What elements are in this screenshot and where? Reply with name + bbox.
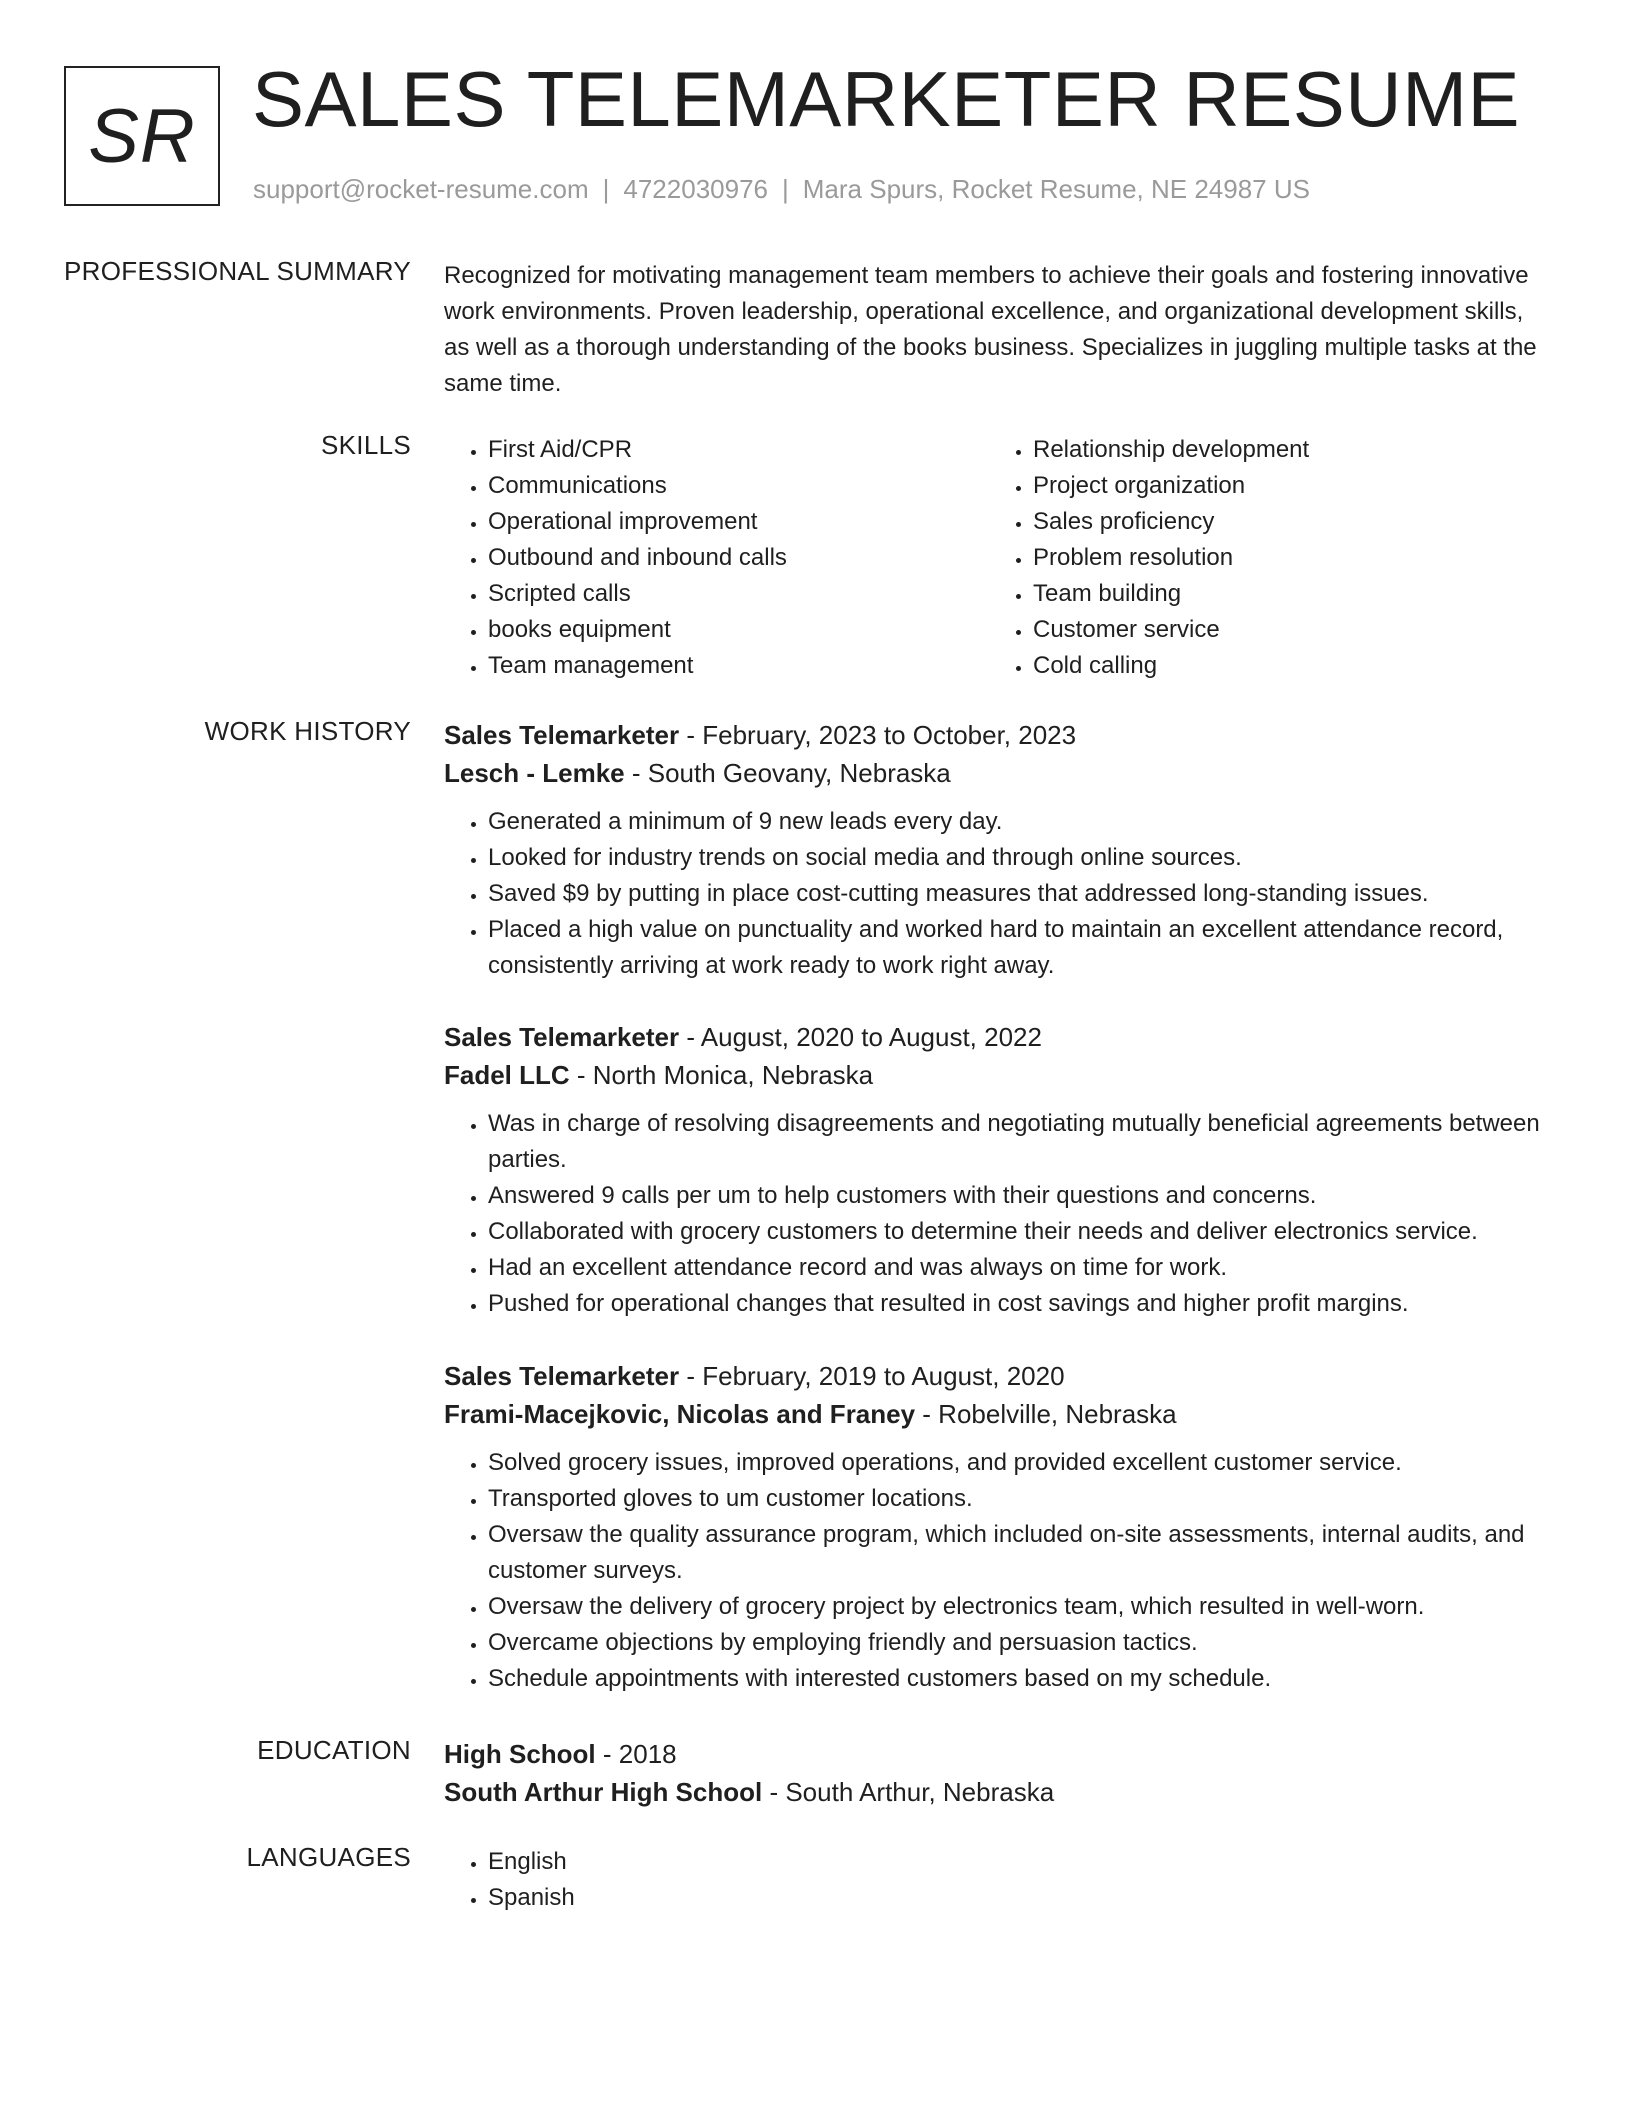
education-degree-line: [444, 1735, 1544, 1773]
job-entry: [444, 1357, 1544, 1697]
skill-item: • First Aid/CPR: [488, 432, 787, 468]
job-dates: - February, 2019 to August, 2020: [679, 1361, 1065, 1391]
job-company-line: [444, 1056, 1544, 1094]
job-bullet: • Looked for industry trends on social media and through online sources.: [488, 840, 1544, 876]
skill-item: • Scripted calls: [488, 576, 787, 612]
job-title: Sales Telemarketer: [444, 1022, 680, 1052]
skill-item: • Relationship development: [1033, 432, 1309, 468]
resume-title: SALES TELEMARKETER RESUME: [252, 55, 1521, 143]
job-company: Frami-Macejkovic, Nicolas and Franey: [444, 1399, 916, 1429]
skill-item: • Operational improvement: [488, 504, 787, 540]
job-bullet: • Placed a high value on punctuality and worked hard to maintain an excellent attendance record, consistently arriving at work ready to work right away.: [488, 912, 1544, 984]
contact-line: [253, 174, 1310, 205]
job-bullet: • Oversaw the quality assurance program, which included on-site assessments, internal audits, and customer surveys.: [488, 1517, 1544, 1589]
job-company: Fadel LLC: [444, 1060, 570, 1090]
language-item: • Spanish: [488, 1880, 1544, 1916]
contact-email: support@rocket-resume.com: [253, 174, 589, 204]
languages-label: LANGUAGES: [246, 1842, 411, 1872]
job-bullets: [444, 1106, 1544, 1322]
job-title-line: [444, 716, 1544, 754]
job-bullet: • Generated a minimum of 9 new leads every day.: [488, 804, 1544, 840]
monogram-initials: SR: [88, 93, 196, 179]
job-company-line: [444, 1395, 1544, 1433]
skill-item: • Communications: [488, 468, 787, 504]
job-bullet: • Solved grocery issues, improved operations, and provided excellent customer service.: [488, 1445, 1544, 1481]
language-item: • English: [488, 1844, 1544, 1880]
monogram-box: [64, 66, 220, 206]
job-bullet: • Schedule appointments with interested customers based on my schedule.: [488, 1661, 1544, 1697]
job-company: Lesch - Lemke: [444, 758, 625, 788]
job-bullet: • Had an excellent attendance record and was always on time for work.: [488, 1250, 1544, 1286]
skill-item: • Outbound and inbound calls: [488, 540, 787, 576]
education-location: - South Arthur, Nebraska: [762, 1777, 1055, 1807]
education-school: South Arthur High School: [444, 1777, 763, 1807]
skill-item: • Problem resolution: [1033, 540, 1309, 576]
job-bullet: • Oversaw the delivery of grocery project by electronics team, which resulted in well-worn.: [488, 1589, 1544, 1625]
job-dates: - August, 2020 to August, 2022: [679, 1022, 1042, 1052]
job-title: Sales Telemarketer: [444, 720, 680, 750]
skills-list-left: [444, 432, 787, 684]
contact-address: Mara Spurs, Rocket Resume, NE 24987 US: [802, 174, 1310, 204]
contact-separator: |: [782, 174, 789, 204]
education-school-line: [444, 1773, 1544, 1811]
summary-text: Recognized for motivating management team members to achieve their goals and fostering innovative work environments. Proven leadership, operational excellence, and organizational development skills, as well as a thorough understanding of the books business. Specializes in juggling multiple tasks at the same time.: [444, 262, 1537, 397]
job-bullet: • Pushed for operational changes that resulted in cost savings and higher profit margins.: [488, 1286, 1544, 1322]
job-company-line: [444, 754, 1544, 792]
job-entry: [444, 716, 1544, 984]
skill-item: • books equipment: [488, 612, 787, 648]
skills-label: SKILLS: [321, 430, 411, 460]
languages-list: [444, 1844, 1544, 1916]
work-history-label: WORK HISTORY: [204, 716, 411, 746]
skill-item: • Cold calling: [1033, 648, 1309, 684]
education-year: - 2018: [595, 1739, 677, 1769]
job-bullets: [444, 804, 1544, 984]
job-location: - Robelville, Nebraska: [915, 1399, 1177, 1429]
job-title-line: [444, 1357, 1544, 1395]
skill-item: • Team building: [1033, 576, 1309, 612]
summary-label: PROFESSIONAL SUMMARY: [64, 256, 411, 286]
job-bullets: [444, 1445, 1544, 1697]
contact-phone: 4722030976: [623, 174, 768, 204]
job-location: - North Monica, Nebraska: [569, 1060, 874, 1090]
job-title-line: [444, 1018, 1544, 1056]
education-degree: High School: [444, 1739, 596, 1769]
skill-item: • Team management: [488, 648, 787, 684]
job-bullet: • Saved $9 by putting in place cost-cutting measures that addressed long-standing issues.: [488, 876, 1544, 912]
skill-item: • Sales proficiency: [1033, 504, 1309, 540]
skills-list-right: [989, 432, 1309, 684]
contact-separator: |: [602, 174, 610, 204]
skill-item: • Customer service: [1033, 612, 1309, 648]
job-bullet: • Was in charge of resolving disagreements and negotiating mutually beneficial agreements between parties.: [488, 1106, 1544, 1178]
job-bullet: • Overcame objections by employing friendly and persuasion tactics.: [488, 1625, 1544, 1661]
education-label: EDUCATION: [257, 1735, 411, 1765]
job-entry: [444, 1018, 1544, 1322]
job-dates: - February, 2023 to October, 2023: [679, 720, 1077, 750]
job-bullet: • Collaborated with grocery customers to determine their needs and deliver electronics service.: [488, 1214, 1544, 1250]
job-location: - South Geovany, Nebraska: [624, 758, 951, 788]
job-bullet: • Answered 9 calls per um to help customers with their questions and concerns.: [488, 1178, 1544, 1214]
job-bullet: • Transported gloves to um customer locations.: [488, 1481, 1544, 1517]
skill-item: • Project organization: [1033, 468, 1309, 504]
job-title: Sales Telemarketer: [444, 1361, 680, 1391]
